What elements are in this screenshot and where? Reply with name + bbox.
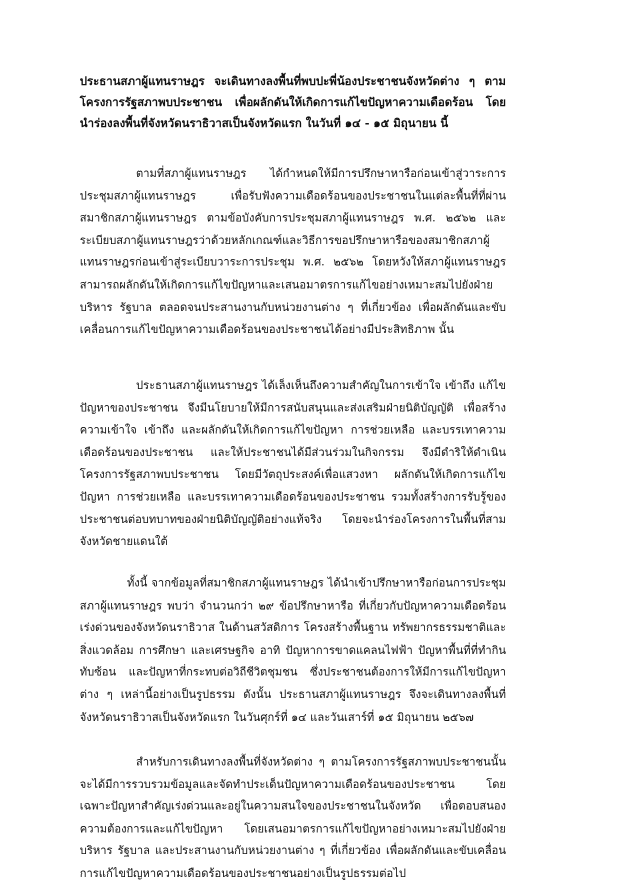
document-headline: ประธานสภาผู้แทนราษฎร จะเดินทางลงพื้นที่พบปะพี่น้องประชาชนจังหวัดต่าง ๆ ตามโครงการรัฐสภาพบประชาชน เพื่อผลักดันให้เกิดการแก้ไขปัญหาความเดือดร้อน โดยนำร่องลงพื้นที่จังหวัดนราธิวาสเป็นจังหวัดแรก ในวันที่ ๑๔ - ๑๕ มิถุนายน นี้ bbox=[79, 74, 506, 130]
paragraph-policy: ประธานสภาผู้แทนราษฎร ได้เล็งเห็นถึงความสำคัญในการเข้าใจ เข้าถึง แก้ไขปัญหาของประชาชน จึงมีนโยบายให้มีการสนับสนุนและส่งเสริมฝ่ายนิติบัญญัติ เพื่อสร้างความเข้าใจ เข้าถึง และผลักดันให้เกิดการแก้ไขปัญหา การช่วยเหลือ และบรรเทาความเดือดร้อนของประชาชน และให้ประชาชนได้มีส่วนร่วมในกิจกรรม จึงมีดำริให้ดำเนินโครงการรัฐสภาพบประชาชน โดยมีวัตถุประสงค์เพื่อแสวงหา ผลักดันให้เกิดการแก้ไขปัญหา การช่วยเหลือ และบรรเทาความเดือดร้อนของประชาชน รวมทั้งสร้างการรับรู้ของประชาชนต่อบทบาทของฝ่ายนิติบัญญัติอย่างแท้จริง โดยจะนำร่องโครงการในพื้นที่สามจังหวัดชายแดนใต้ bbox=[79, 379, 506, 548]
paragraph-follow-up: สำหรับการเดินทางลงพื้นที่จังหวัดต่าง ๆ ตามโครงการรัฐสภาพบประชาชนนั้น จะได้มีการรวบรวมข้อมูลและจัดทำประเด็นปัญหาความเดือดร้อนของประชาชน โดยเฉพาะปัญหาสำคัญเร่งด่วนและอยู่ในความสนใจของประชาชนในจังหวัด เพื่อตอบสนองความต้องการและแก้ไขปัญหา โดยเสนอมาตรการแก้ไขปัญหาอย่างเหมาะสมไปยังฝ่ายบริหาร รัฐบาล และประสานงานกับหน่วยงานต่าง ๆ ที่เกี่ยวข้อง เพื่อผลักดันและขับเคลื่อนการแก้ไขปัญหาความเดือดร้อนของประชาชนอย่างเป็นรูปธรรมต่อไป bbox=[79, 755, 506, 880]
paragraph-background: ตามที่สภาผู้แทนราษฎร ได้กำหนดให้มีการปรึกษาหารือก่อนเข้าสู่วาระการประชุมสภาผู้แทนราษฎร เพื่อรับฟังความเดือดร้อนของประชาชนในแต่ละพื้นที่ที่ผ่านสมาชิกสภาผู้แทนราษฎร ตามข้อบังคับการประชุมสภาผู้แทนราษฎร พ.ศ. ๒๕๖๒ และระเบียบสภาผู้แทนราษฎรว่าด้วยหลักเกณฑ์และวิธีการขอปรึกษาหารือของสมาชิกสภาผู้แทนราษฎรก่อนเข้าสู่ระเบียบวาระการประชุม พ.ศ. ๒๕๖๒ โดยหวังให้สภาผู้แทนราษฎรสามารถผลักดันให้เกิดการแก้ไขปัญหาและเสนอมาตรการแก้ไขอย่างเหมาะสมไปยังฝ่ายบริหาร รัฐบาล ตลอดจนประสานงานกับหน่วยงานต่าง ๆ ที่เกี่ยวข้อง เพื่อผลักดันและขับเคลื่อนการแก้ไขปัญหาความเดือดร้อนของประชาชนได้อย่างมีประสิทธิภาพ นั้น bbox=[79, 166, 506, 336]
paragraph-narathiwat-issues: ทั้งนี้ จากข้อมูลที่สมาชิกสภาผู้แทนราษฎร ได้นำเข้าปรึกษาหารือก่อนการประชุมสภาผู้แทนราษฎร พบว่า จำนวนกว่า ๒๙ ข้อปรึกษาหารือ ที่เกี่ยวกับปัญหาความเดือดร้อนเร่งด่วนของจังหวัดนราธิวาส ในด้านสวัสดิการ โครงสร้างพื้นฐาน ทรัพยากรธรรมชาติและสิ่งแวดล้อม การศึกษา และเศรษฐกิจ อาทิ ปัญหาการขาดแคลนไฟฟ้า ปัญหาพื้นที่ที่ทำกินทับซ้อน และปัญหาที่กระทบต่อวิถีชีวิตชุมชน ซึ่งประชาชนต้องการให้มีการแก้ไขปัญหาต่าง ๆ เหล่านี้อย่างเป็นรูปธรรม ดังนั้น ประธานสภาผู้แทนราษฎร จึงจะเดินทางลงพื้นที่จังหวัดนราธิวาสเป็นจังหวัดแรก ในวันศุกร์ที่ ๑๔ และวันเสาร์ที่ ๑๕ มิถุนายน ๒๕๖๗ bbox=[79, 576, 506, 724]
